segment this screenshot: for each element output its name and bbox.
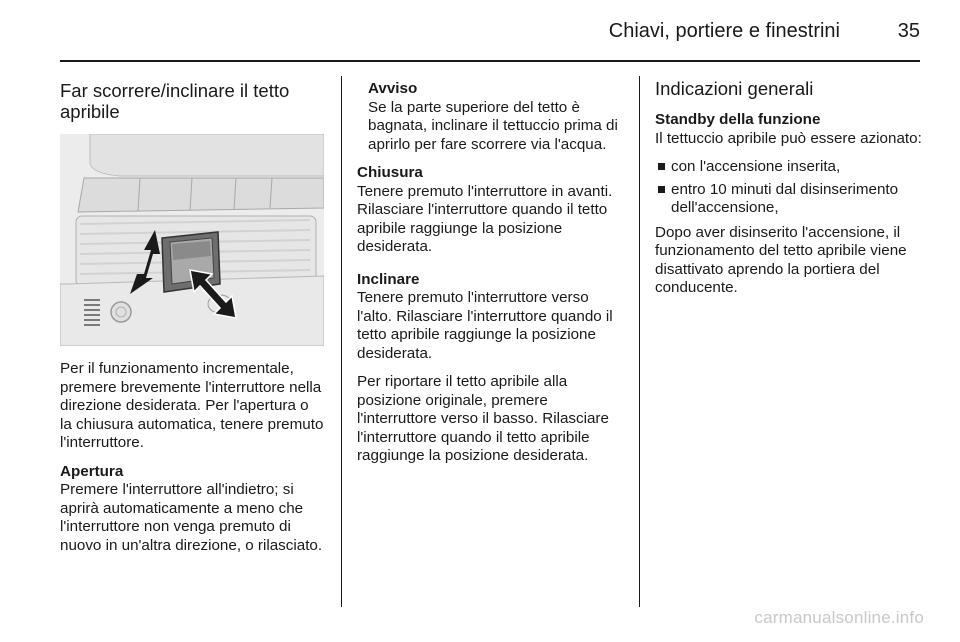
inclinare-paragraph — [357, 271, 623, 364]
avviso-text: Se la parte superiore del tetto è bagnata, inclinare il tettuccio prima di aprirlo per fare scorrere via l'acqua. — [368, 98, 618, 153]
standby-paragraph — [655, 111, 923, 148]
incremental-operation-text: Per il funzionamento incrementale, premere brevemente l'interruttore nella direzione desiderata. Per l'apertura o la chiusura automatica, tenere premuto l'interruttore. — [60, 360, 324, 451]
apertura-heading: Apertura — [60, 462, 124, 480]
sunroof-switch-illustration — [60, 134, 324, 346]
watermark: carmanualsonline.info — [754, 608, 924, 627]
chiusura-heading: Chiusura — [357, 164, 423, 181]
list-item: con l'accensione inserita, — [655, 158, 923, 177]
standby-heading: Standby della funzione — [655, 111, 821, 128]
running-header-title: Chiavi, portiere e finestrini — [608, 20, 840, 42]
apertura-paragraph — [60, 463, 324, 556]
closing-text: Dopo aver disinserito l'accensione, il funzionamento del tetto apribile viene disattivato aprendo la portiera del conducente. — [655, 223, 907, 296]
apertura-text: Premere l'interruttore all'indietro; si aprirà automaticamente a meno che l'interruttore non venga premuto di nuovo in un'altra direzione, o rilasciato. — [60, 481, 323, 554]
column-divider-1 — [341, 76, 342, 607]
section-heading-general: Indicazioni generali — [655, 78, 814, 99]
column-2 — [357, 80, 623, 476]
avviso-note — [357, 80, 623, 154]
page-number: 35 — [897, 20, 920, 42]
chiusura-paragraph — [357, 164, 623, 257]
chiusura-text: Tenere premuto l'interruttore in avanti. Rilasciare l'interruttore quando il tetto apribile raggiunge la posizione desiderata. — [357, 182, 613, 255]
standby-conditions-list — [655, 158, 923, 218]
column-divider-2 — [639, 76, 640, 607]
column-1 — [60, 76, 324, 565]
list-item: entro 10 minuti dal disinserimento dell'accensione, — [655, 181, 923, 218]
section-heading-sunroof: Far scorrere/inclinare il tetto apribile — [60, 80, 290, 122]
square-bullet-icon — [658, 163, 665, 170]
standby-text: Il tettuccio apribile può essere azionato: — [655, 129, 922, 147]
column-3 — [655, 76, 923, 308]
square-bullet-icon — [658, 186, 665, 193]
ripristino-text: Per riportare il tetto apribile alla posizione originale, premere l'interruttore verso il basso. Rilasciare l'interruttore quando il tetto apribile raggiunge la posizione desiderata. — [357, 373, 609, 464]
inclinare-text: Tenere premuto l'interruttore verso l'alto. Rilasciare l'interruttore quando il tetto apribile raggiunge la posizione desiderata. — [357, 289, 613, 362]
inclinare-heading: Inclinare — [357, 270, 420, 288]
avviso-heading: Avviso — [368, 80, 418, 97]
header-rule — [60, 60, 920, 62]
